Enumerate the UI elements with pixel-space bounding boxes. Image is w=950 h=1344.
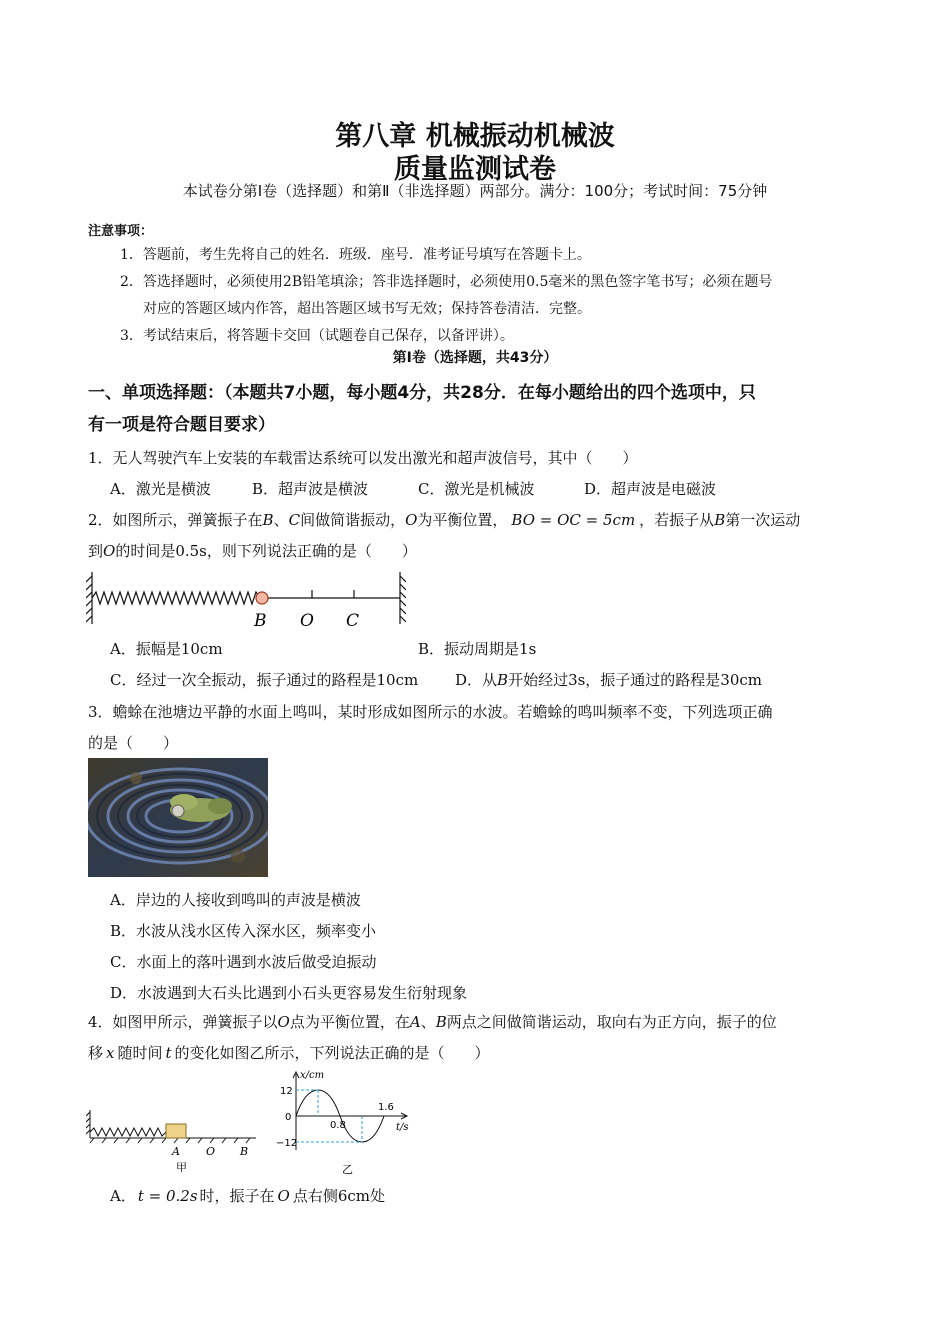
q2-stem-line1: 2．如图所示，弹簧振子在B、C间做简谐振动，O为平衡位置， BO = OC = 5cm ，若振子从B第一次运动 — [88, 511, 801, 529]
notes-heading: 注意事项： — [88, 224, 154, 239]
q1-stem: 1．无人驾驶汽车上安装的车载雷达系统可以发出激光和超声波信号，其中（ ） — [88, 449, 638, 467]
q2-stem — [88, 505, 868, 567]
yi-x-end: 1.6 — [378, 1102, 394, 1113]
q2-option-d: D．从B开始经过3s，振子通过的路程是30cm — [455, 671, 763, 689]
yi-ylabel: x/cm — [300, 1070, 325, 1081]
yi-y-bottom: −12 — [276, 1138, 298, 1149]
q1-option-d: D．超声波是电磁波 — [584, 480, 717, 498]
exam-info: 本试卷分第Ⅰ卷（选择题）和第Ⅱ（非选择题）两部分。满分：100分；考试时间：75分钟 — [182, 182, 768, 200]
q2-stem-line2: 到O的时间是0.5s，则下列说法正确的是（ ） — [88, 542, 417, 560]
q3-option-d: D．水波遇到大石头比遇到小石头更容易发生衍射现象 — [110, 984, 468, 1002]
part1-line1: 一、单项选择题：（本题共7小题，每小题4分，共28分．在每小题给出的四个选项中，只 — [88, 383, 756, 403]
q3-stem-line1: 3．蟾蜍在池塘边平静的水面上鸣叫，某时形成如图所示的水波。若蟾蜍的鸣叫频率不变，下列选项正确 — [88, 703, 773, 721]
yi-x-mid: 0.8 — [330, 1120, 346, 1131]
yi-caption: 乙 — [342, 1163, 353, 1176]
q3-stem-line2: 的是（ ） — [88, 734, 179, 752]
fig-label-c: C — [346, 611, 360, 631]
page-subtitle-title: 质量监测试卷 — [394, 154, 556, 185]
note-3: 3．考试结束后，将答题卡交回（试题卷自己保存，以备评讲）。 — [120, 328, 514, 344]
part1-line2: 有一项是符合题目要求） — [88, 415, 275, 435]
q3-option-b: B．水波从浅水区传入深水区，频率变小 — [110, 922, 377, 940]
frog-ripple-photo — [88, 758, 268, 877]
figure-yi-xt-graph — [270, 1066, 420, 1180]
note-2-cont: 对应的答题区域内作答，超出答题区域书写无效；保持答卷清洁．完整。 — [143, 301, 591, 317]
q3-option-c: C．水面上的落叶遇到水波后做受迫振动 — [110, 953, 377, 971]
note-1: 1．答题前，考生先将自己的姓名．班级．座号．准考证号填写在答题卡上。 — [120, 247, 591, 263]
note-2: 2．答选择题时，必须使用2B铅笔填涂；答非选择题时，必须使用0.5毫米的黑色签字笔书写；必须在题号 — [120, 274, 773, 290]
q4-option-a: A． t = 0.2s 时，振子在 O 点右侧6cm处 — [110, 1187, 386, 1205]
section-title: 第Ⅰ卷（选择题，共43分） — [392, 350, 558, 366]
q3-stem — [88, 697, 868, 759]
q4-stem-line1: 4．如图甲所示，弹簧振子以O点为平衡位置，在A、B两点之间做简谐运动，取向右为正方向，振子的位 — [88, 1013, 777, 1031]
q4-stem-line2: 移 x 随时间 t 的变化如图乙所示，下列说法正确的是（ ） — [88, 1044, 490, 1062]
yi-xlabel: t/s — [396, 1122, 409, 1133]
page-title: 第八章 机械振动机械波 — [335, 121, 615, 152]
jia-label-a: A — [172, 1145, 180, 1158]
q4-stem — [88, 1007, 868, 1069]
yi-y-zero: 0 — [285, 1112, 292, 1123]
q2-option-a: A．振幅是10cm — [110, 640, 223, 658]
q3-option-a: A．岸边的人接收到鸣叫的声波是横波 — [110, 891, 361, 909]
q4-option-a-formula: t = 0.2s — [137, 1187, 198, 1205]
q1-option-a: A．激光是横波 — [110, 480, 211, 498]
jia-label-o: O — [206, 1145, 216, 1158]
yi-y-top: 12 — [280, 1086, 293, 1097]
q1-option-b: B．超声波是横波 — [252, 480, 369, 498]
q2-formula: BO = OC = 5cm — [511, 511, 636, 529]
fig-label-b: B — [254, 611, 267, 631]
jia-caption: 甲 — [176, 1161, 187, 1174]
q1-option-c: C．激光是机械波 — [418, 480, 535, 498]
q2-option-c: C．经过一次全振动，振子通过的路程是10cm — [110, 671, 419, 689]
part1-heading — [88, 377, 868, 441]
spring-oscillator-figure — [86, 568, 406, 632]
figure-jia-spring — [86, 1108, 262, 1174]
fig-label-o: O — [300, 611, 314, 631]
q2-option-b: B．振动周期是1s — [418, 640, 537, 658]
jia-label-b: B — [240, 1145, 249, 1158]
